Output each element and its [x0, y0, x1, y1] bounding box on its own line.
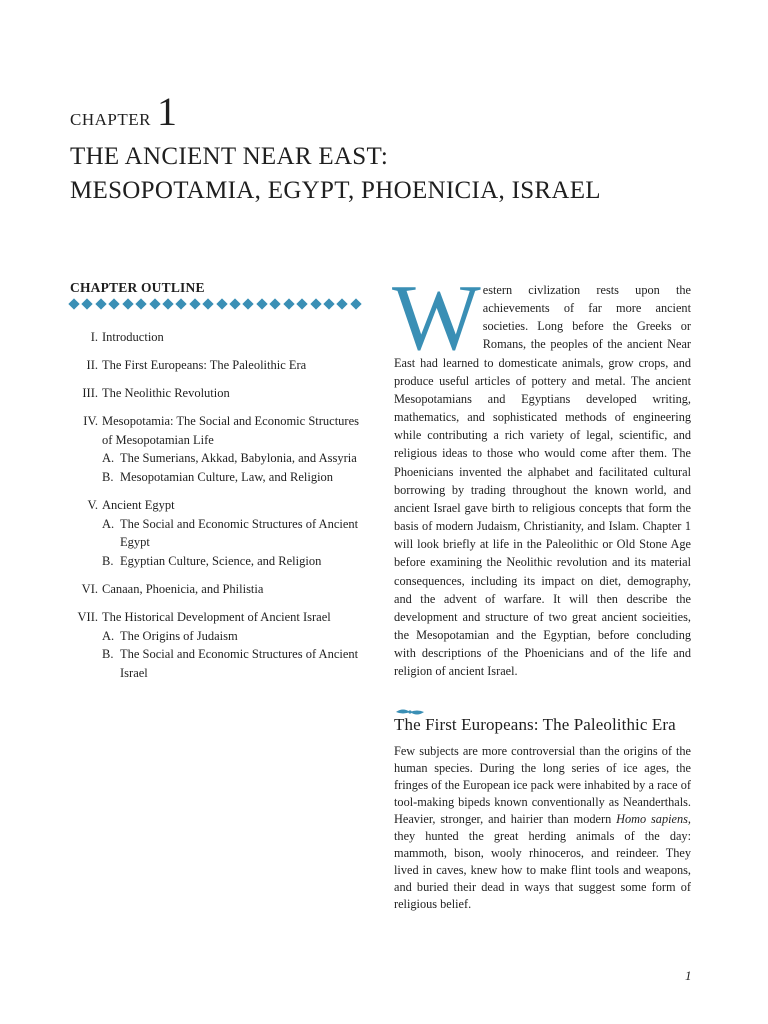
diamond-icon — [109, 298, 120, 309]
outline-item-number: I. — [90, 330, 98, 344]
outline-subitem-letter: B. — [102, 647, 114, 662]
outline-item-text: Canaan, Phoenicia, and Philistia — [102, 582, 264, 597]
diamond-icon — [216, 298, 227, 309]
diamond-icon — [149, 298, 160, 309]
outline-item-number: III. — [82, 386, 98, 401]
outline-subitem — [102, 552, 370, 571]
section-text-italic: Homo sapiens, — [616, 812, 691, 826]
drop-cap: W — [392, 266, 481, 370]
outline-heading: CHAPTER OUTLINE — [70, 280, 205, 295]
diamond-icon — [189, 298, 200, 309]
outline-item-number: VII. — [77, 610, 98, 625]
outline-item — [70, 384, 370, 403]
chapter-title — [70, 140, 601, 208]
diamond-icon — [95, 298, 106, 309]
diamond-icon — [337, 298, 348, 309]
diamond-icon — [203, 298, 214, 309]
page-number: 1 — [685, 968, 692, 983]
diamond-icon — [243, 298, 254, 309]
outline-subitem-text: The Social and Economic Structures of Ancient Israel — [120, 647, 359, 680]
section-heading: The First Europeans: The Paleolithic Era — [394, 715, 676, 734]
diamond-icon — [310, 298, 321, 309]
section-paragraph — [394, 743, 691, 913]
diamond-divider — [70, 300, 360, 308]
outline-subitem-letter: B. — [102, 470, 114, 485]
outline-item-text: The Neolithic Revolution — [102, 386, 230, 401]
outline-item — [70, 496, 370, 570]
outline-subitem — [102, 468, 370, 487]
outline-item — [70, 580, 370, 599]
chapter-title-line-2: MESOPOTAMIA, EGYPT, PHOENICIA, ISRAEL — [70, 177, 601, 204]
outline-item — [70, 608, 370, 682]
outline-item-number: VI. — [81, 582, 98, 597]
diamond-icon — [68, 298, 79, 309]
chapter-label — [70, 89, 177, 134]
outline-item-text: The Historical Development of Ancient Israel — [102, 610, 331, 625]
outline-item — [70, 412, 370, 486]
outline-subitem-text: The Origins of Judaism — [120, 628, 238, 643]
outline-item-text: Ancient Egypt — [102, 498, 175, 513]
diamond-icon — [297, 298, 308, 309]
diamond-icon — [256, 298, 267, 309]
intro-paragraph — [392, 266, 691, 680]
diamond-icon — [229, 298, 240, 309]
diamond-icon — [323, 298, 334, 309]
outline-subitem-text: Mesopotamian Culture, Law, and Religion — [120, 470, 334, 485]
outline-subitem — [102, 515, 370, 552]
outline-subitem — [102, 627, 370, 646]
outline-subitem-letter: A. — [102, 628, 115, 643]
outline-item-number: IV. — [83, 414, 98, 429]
chapter-title-line-1: THE ANCIENT NEAR EAST: — [70, 143, 389, 170]
outline-subitem-text: The Sumerians, Akkad, Babylonia, and Assyria — [120, 451, 357, 466]
diamond-icon — [82, 298, 93, 309]
diamond-icon — [270, 298, 281, 309]
chapter-word: CHAPTER — [70, 110, 151, 129]
diamond-icon — [162, 298, 173, 309]
outline-item-number: II. — [86, 358, 98, 373]
outline-subitem-letter: A. — [102, 516, 115, 531]
outline-subitem-text: The Social and Economic Structures of Ancient Egypt — [120, 516, 359, 550]
outline-item-text: The First Europeans: The Paleolithic Era — [102, 358, 307, 373]
diamond-icon — [283, 298, 294, 309]
diamond-icon — [122, 298, 133, 309]
diamond-icon — [350, 298, 361, 309]
outline-subitem-letter: A. — [102, 451, 115, 466]
outline-item-text: Introduction — [102, 330, 164, 344]
outline-item — [70, 356, 370, 375]
outline-item — [70, 328, 370, 347]
outline-subitem — [102, 645, 370, 682]
outline-subitem-letter: B. — [102, 553, 114, 568]
outline-subitem — [102, 449, 370, 468]
section-text-before: Few subjects are more controversial than the origins of the human species. During the long series of ice ages, the fringes of the European ice pack were inhabited by a race of tool-making bipeds known conventionally as Neanderthals. Heavier, stronger, and hairier than modern — [394, 744, 691, 826]
outline-item-text: Mesopotamia: The Social and Economic Structures of Mesopotamian Life — [102, 414, 360, 447]
chapter-number: 1 — [156, 89, 177, 134]
outline-subitem-text: Egyptian Culture, Science, and Religion — [120, 553, 322, 568]
diamond-icon — [135, 298, 146, 309]
outline-item-number: V. — [87, 498, 98, 513]
intro-text: estern civlization rests upon the achievements of far more ancient societies. Long before the Greeks or Romans, the peoples of the ancient Near East had learned to domesticate animals, grow crops, and produce useful articles of pottery and metal. The ancient Mesopotamians and Egyptians developed writing, mathematics, and sophisticated methods of engineering while contributing a rich variety of legal, scientific, and religious ideas to those who would come after them. The Phoenicians invented the alphabet and facilitated cultural borrowing by trading throughout the known world, and ancient Israel gave birth to religious concepts that form the basis of modern Judaism, Christianity, and Islam. Chapter 1 will look briefly at life in the Paleolithic or Old Stone Age before examining the Neolithic revolution and its material consequences, including its impact on diet, demography, and the advent of warfare. It will then describe the development and structure of two great ancient socieities, the Mesopotamian and the Egyptian, before concluding with descriptions of the Phoenicians and of the life and religion of ancient Israel. — [394, 283, 691, 679]
diamond-icon — [176, 298, 187, 309]
chapter-outline — [70, 328, 370, 683]
section-text-after: they hunted the great herding animals of the day: mammoth, bison, wooly rhinoceros, and reindeer. They lived in caves, knew how to make flint tools and weapons, and buried their dead in ways that suggest some form of religious belief. — [394, 829, 691, 911]
